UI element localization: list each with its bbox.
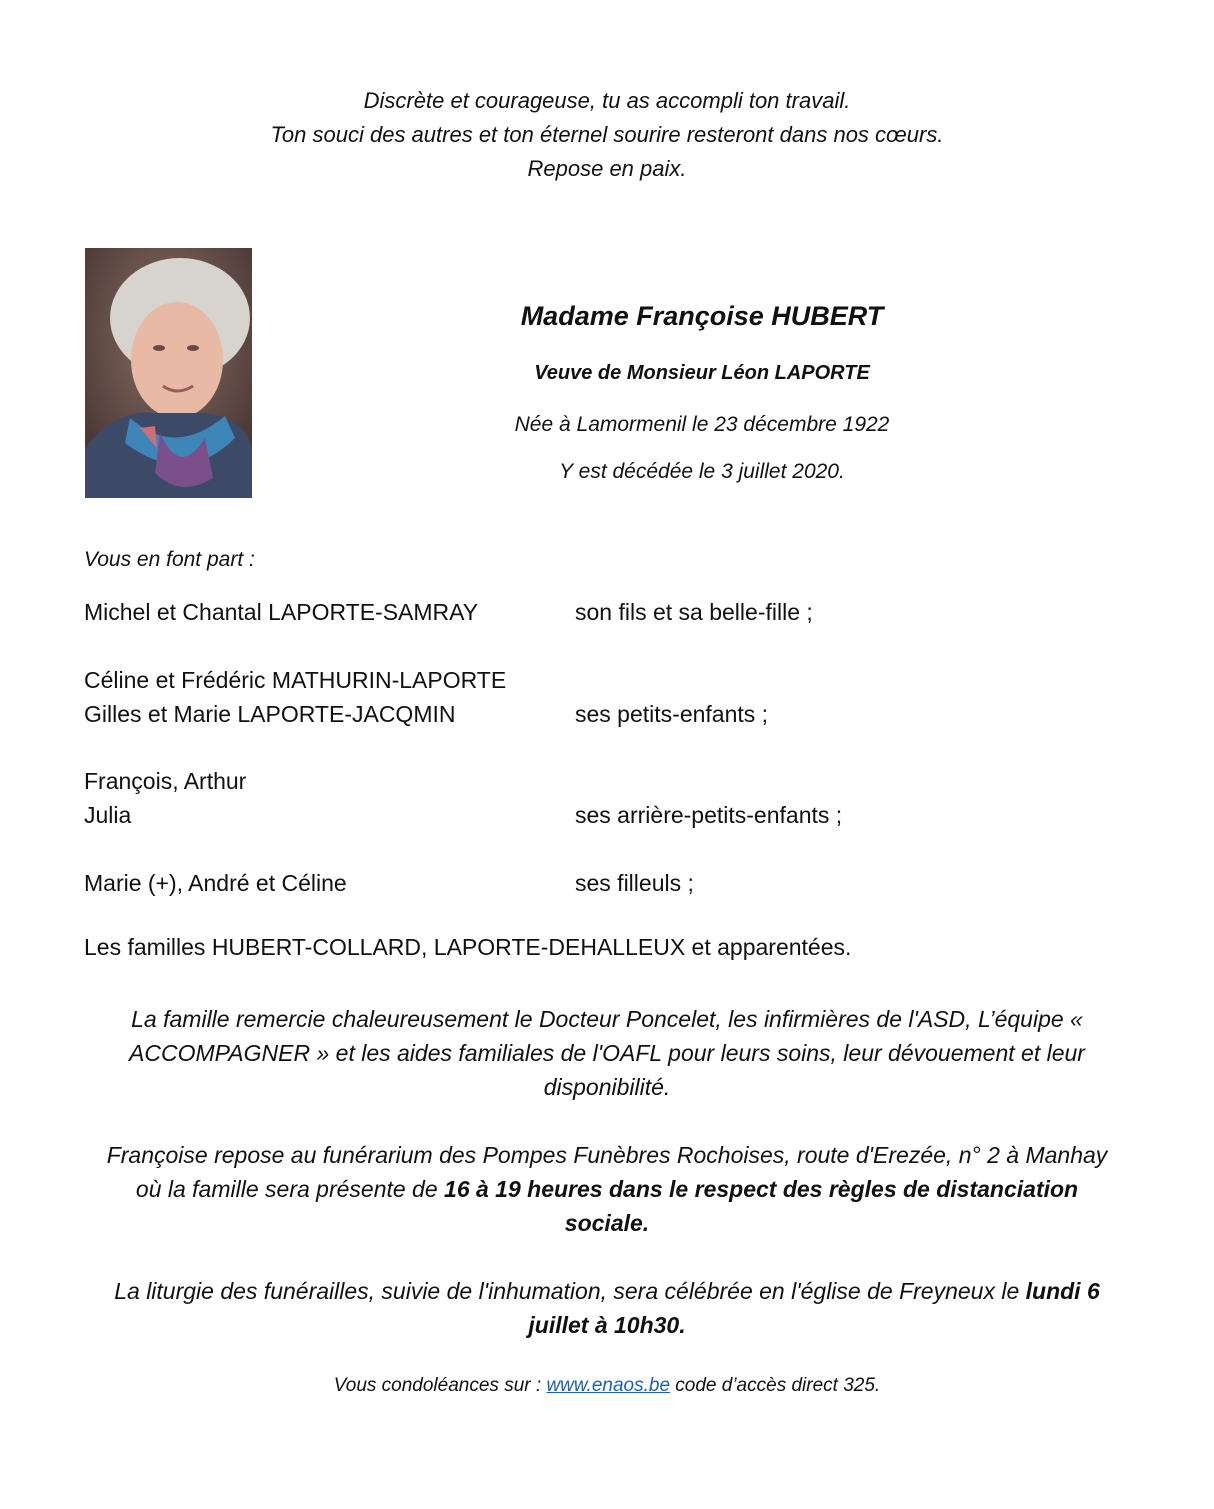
family-group (84, 866, 1144, 900)
extended-families: Les familles HUBERT-COLLARD, LAPORTE-DEHALLEUX et apparentées. (84, 934, 852, 960)
family-group (84, 764, 1144, 832)
family-relation: ses arrière-petits-enfants ; (575, 802, 843, 828)
poem-line: Ton souci des autres et ton éternel sourire resteront dans nos cœurs. (270, 122, 944, 147)
death-line: Y est décédée le 3 juillet 2020. (559, 460, 845, 483)
condolences-prefix: Vous condoléances sur : (333, 1375, 547, 1396)
family-relation: ses filleuls ; (575, 870, 694, 896)
funerarium-text: Françoise repose au funérarium des Pompes Funèbres Rochoises, route d'Erezée, n° 2 à Manhay où la famille sera présente de (106, 1142, 1108, 1202)
opening-poem (0, 84, 1214, 186)
poem-line: Repose en paix. (527, 156, 687, 181)
deceased-name: Madame Françoise HUBERT (520, 301, 884, 331)
intro-text: Vous en font part : (84, 548, 255, 571)
family-names: Céline et Frédéric MATHURIN-LAPORTE (84, 667, 507, 693)
family-names: Marie (+), André et Céline (84, 870, 347, 896)
widow-of: Veuve de Monsieur Léon LAPORTE (534, 362, 870, 384)
funerarium-paragraph (100, 1138, 1114, 1240)
birth-line: Née à Lamormenil le 23 décembre 1922 (514, 413, 890, 436)
condolences-suffix: code d’accès direct 325. (670, 1375, 881, 1396)
ceremony-date: lundi 6 juillet à 10h30. (528, 1278, 1100, 1338)
family-group (84, 595, 1144, 629)
visiting-hours: 16 à 19 heures dans le respect des règles de distanciation sociale. (444, 1176, 1079, 1236)
portrait-photo (85, 248, 252, 498)
family-group (84, 663, 1144, 731)
family-names: Julia (84, 802, 132, 828)
family-names: François, Arthur (84, 768, 247, 794)
family-relation: son fils et sa belle-fille ; (575, 599, 813, 625)
condolences-link[interactable]: www.enaos.be (546, 1375, 671, 1396)
condolences-line (0, 1375, 1214, 1397)
liturgy-text: La liturgie des funérailles, suivie de l'inhumation, sera célébrée en l'église de Freyneux le (114, 1278, 1026, 1304)
liturgy-paragraph (100, 1274, 1114, 1342)
thanks-paragraph: La famille remercie chaleureusement le Docteur Poncelet, les infirmières de l'ASD, L’équipe « ACCOMPAGNER » et les aides familiales de l'OAFL pour leurs soins, leur dévouement et leur disponibilité. (129, 1006, 1085, 1100)
family-names: Gilles et Marie LAPORTE-JACQMIN (84, 701, 456, 727)
poem-line: Discrète et courageuse, tu as accompli ton travail. (363, 88, 851, 113)
family-names: Michel et Chantal LAPORTE-SAMRAY (84, 599, 479, 625)
family-relation: ses petits-enfants ; (575, 701, 769, 727)
